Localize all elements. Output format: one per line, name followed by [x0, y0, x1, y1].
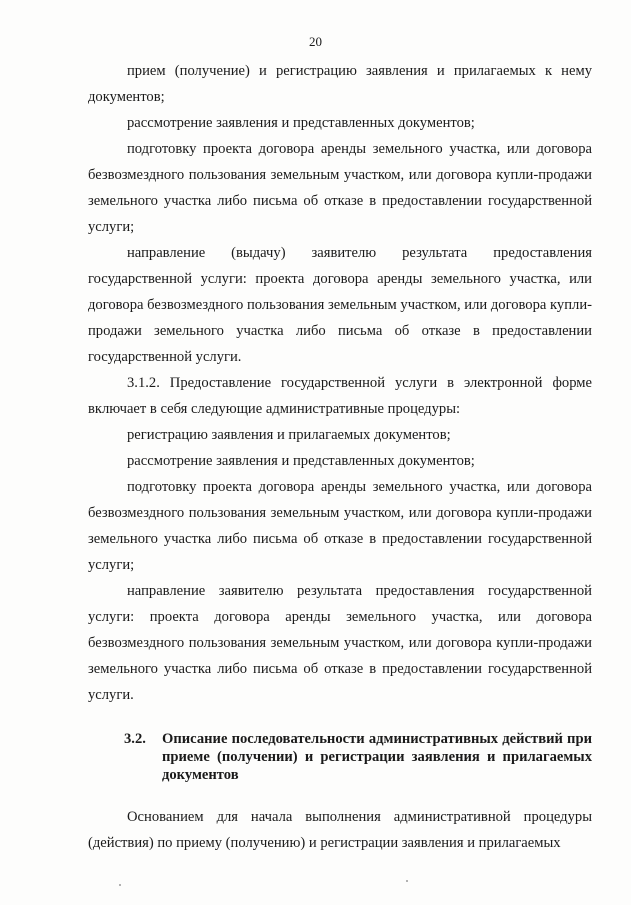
paragraph-receipt-registration: прием (получение) и регистрацию заявления и прилагаемых к нему документов; [88, 63, 592, 105]
paragraph-electronic-form: 3.1.2. Предоставление государственной услуги в электронной форме включает в себя следующие административные процедуры: [88, 375, 592, 417]
paragraph-e-registration: регистрацию заявления и прилагаемых документов; [127, 427, 451, 443]
section-heading [88, 730, 592, 784]
scan-speck [119, 884, 121, 886]
page-number: 20 [309, 34, 322, 49]
paragraph-e-result-delivery: направление заявителю результата предоставления государственной услуги: проекта договора аренды земельного участка, или договора безвозмездного пользования земельным участком, или договора купли-продажи земельного участка либо письма об отказе в предоставлении государственной услуги. [88, 583, 592, 703]
paragraph-e-draft-preparation: подготовку проекта договора аренды земельного участка, или договора безвозмездного пользования земельным участком, или договора купли-продажи земельного участка либо письма об отказе в предоставлении государственной услуги; [88, 479, 592, 573]
paragraph-result-delivery: направление (выдачу) заявителю результата предоставления государственной услуги: проекта договора аренды земельного участка, или договора безвозмездного пользования земельным участком, или договора купли-продажи земельного участка либо письма об отказе в предоставлении государственной услуги. [88, 245, 592, 365]
paragraph-basis: Основанием для начала выполнения административной процедуры (действия) по приему (получению) и регистрации заявления и прилагаемых [88, 809, 592, 851]
section-number: 3.2. [124, 731, 146, 747]
paragraph-e-review: рассмотрение заявления и представленных документов; [127, 453, 475, 469]
section-title: Описание последовательности административных действий при приеме (получении) и регистрации заявления и прилагаемых документов [162, 731, 592, 783]
document-body [88, 58, 592, 856]
scan-speck [406, 880, 408, 882]
paragraph-review: рассмотрение заявления и представленных документов; [127, 115, 475, 131]
paragraph-draft-preparation: подготовку проекта договора аренды земельного участка, или договора безвозмездного пользования земельным участком, или договора купли-продажи земельного участка либо письма об отказе в предоставлении государственной услуги; [88, 141, 592, 235]
